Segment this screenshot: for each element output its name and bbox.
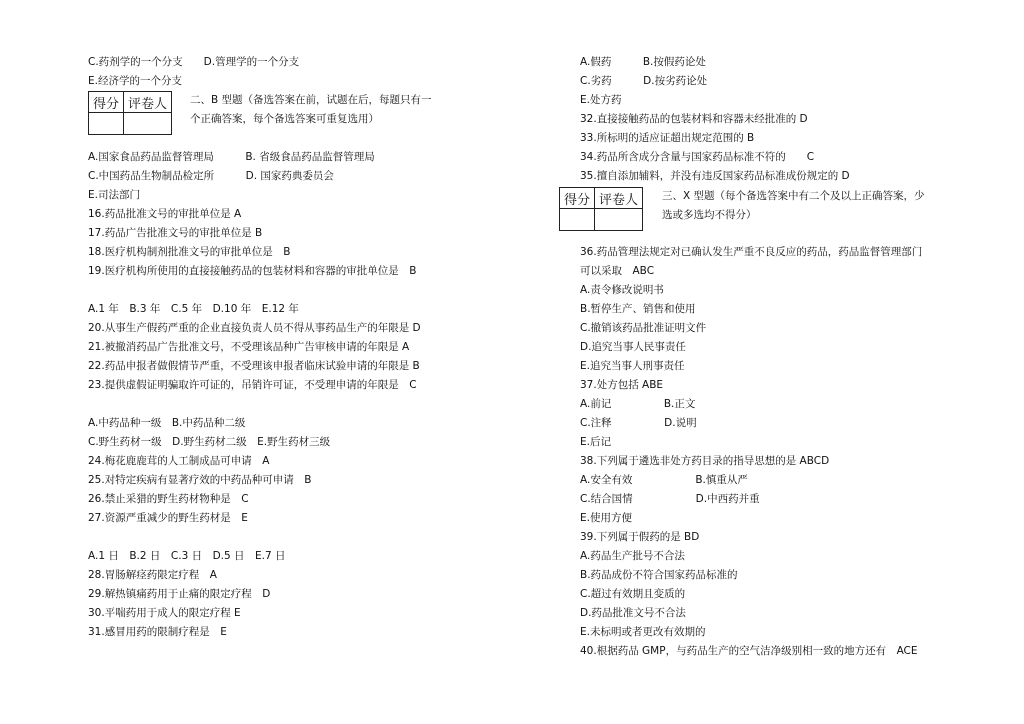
question-line: 24.梅花鹿鹿茸的人工制成品可申请 A	[88, 455, 270, 467]
option-line: A.假药 B.按假药论处	[580, 56, 706, 68]
section-heading-cont: 选或多选均不得分）	[662, 209, 757, 221]
grade-box	[88, 91, 172, 135]
question-line: 35.擅自添加辅料，并没有违反国家药品标准成份规定的 D	[580, 170, 850, 182]
option-line: E.经济学的一个分支	[88, 75, 182, 87]
question-line: 32.直接接触药品的包装材料和容器未经批准的 D	[580, 113, 808, 125]
grade-box	[559, 187, 643, 231]
option-line: D.追究当事人民事责任	[580, 341, 686, 353]
question-line: 37.处方包括 ABE	[580, 379, 664, 391]
question-line: 17.药品广告批准文号的审批单位是 B	[88, 227, 263, 239]
section-heading: 二、B 型题（备选答案在前，试题在后，每题只有一	[190, 94, 432, 106]
question-line: 23.提供虚假证明骗取许可证的，吊销许可证，不受理申请的年限是 C	[88, 379, 417, 391]
question-line: 28.胃肠解痉药限定疗程 A	[88, 569, 217, 581]
question-line: 30.平喘药用于成人的限定疗程 E	[88, 607, 241, 619]
option-line: E.后记	[580, 436, 611, 448]
question-line: 27.资源严重减少的野生药材是 E	[88, 512, 248, 524]
question-line-cont: 可以采取 ABC	[580, 265, 655, 277]
option-line: A.1 年 B.3 年 C.5 年 D.10 年 E.12 年	[88, 303, 299, 315]
score-label: 得分	[560, 188, 595, 209]
question-line: 33.所标明的适应证超出规定范围的 B	[580, 132, 755, 144]
option-line: E.处方药	[580, 94, 622, 106]
grader-cell	[124, 113, 172, 135]
question-line: 25.对特定疾病有显著疗效的中药品种可申请 B	[88, 474, 312, 486]
question-line: 19.医疗机构所使用的直接接触药品的包装材料和容器的审批单位是 B	[88, 265, 417, 277]
option-line: A.国家食品药品监督管理局 B. 省级食品药品监督管理局	[88, 151, 375, 163]
option-line: A.安全有效 B.慎重从严	[580, 474, 748, 486]
option-line: C.超过有效期且变质的	[580, 588, 686, 600]
option-line: C.中国药品生物制品检定所 D. 国家药典委员会	[88, 170, 334, 182]
question-line: 26.禁止采猎的野生药材物种是 C	[88, 493, 249, 505]
option-line: A.药品生产批号不合法	[580, 550, 685, 562]
question-line: 18.医疗机构制剂批准文号的审批单位是 B	[88, 246, 291, 258]
option-line: E.使用方便	[580, 512, 632, 524]
question-line: 38.下列属于遴选非处方药目录的指导思想的是 ABCD	[580, 455, 830, 467]
grader-label: 评卷人	[595, 188, 643, 209]
section-heading-cont: 个正确答案，每个备选答案可重复选用）	[190, 113, 379, 125]
option-line: C.野生药材一级 D.野生药材二级 E.野生药材三级	[88, 436, 331, 448]
score-cell	[560, 209, 595, 231]
question-line: 31.感冒用药的限制疗程是 E	[88, 626, 227, 638]
option-line: B.暂停生产、销售和使用	[580, 303, 696, 315]
option-line: C.劣药 D.按劣药论处	[580, 75, 708, 87]
option-line: A.前记 B.正文	[580, 398, 696, 410]
question-line: 22.药品申报者做假情节严重，不受理该申报者临床试验申请的年限是 B	[88, 360, 420, 372]
option-line: E.追究当事人刑事责任	[580, 360, 685, 372]
option-line: A.责令修改说明书	[580, 284, 664, 296]
question-line: 34.药品所含成分含量与国家药品标准不符的 C	[580, 151, 815, 163]
option-line: A.1 日 B.2 日 C.3 日 D.5 日 E.7 日	[88, 550, 286, 562]
question-line: 21.被撤消药品广告批准文号，不受理该品种广告审核申请的年限是 A	[88, 341, 410, 353]
question-line: 29.解热镇痛药用于止痛的限定疗程 D	[88, 588, 271, 600]
grader-label: 评卷人	[124, 92, 172, 113]
question-line: 36.药品管理法规定对已确认发生严重不良反应的药品，药品监督管理部门	[580, 246, 923, 258]
option-line: E.司法部门	[88, 189, 140, 201]
option-line: B.药品成份不符合国家药品标准的	[580, 569, 738, 581]
option-line: D.药品批准文号不合法	[580, 607, 686, 619]
option-line: C.注释 D.说明	[580, 417, 697, 429]
question-line: 20.从事生产假药严重的企业直接负责人员不得从事药品生产的年限是 D	[88, 322, 421, 334]
option-line: A.中药品种一级 B.中药品种二级	[88, 417, 246, 429]
grader-cell	[595, 209, 643, 231]
question-line: 39.下列属于假药的是 BD	[580, 531, 700, 543]
option-line: E.未标明或者更改有效期的	[580, 626, 706, 638]
question-line: 40.根据药品 GMP，与药品生产的空气洁净级别相一致的地方还有 ACE	[580, 645, 918, 657]
score-label: 得分	[89, 92, 124, 113]
section-heading: 三、X 型题（每个备选答案中有二个及以上正确答案，少	[662, 190, 925, 202]
score-cell	[89, 113, 124, 135]
option-line: C.药剂学的一个分支 D.管理学的一个分支	[88, 56, 300, 68]
question-line: 16.药品批准文号的审批单位是 A	[88, 208, 242, 220]
option-line: C.结合国情 D.中西药并重	[580, 493, 760, 505]
option-line: C.撤销该药品批准证明文件	[580, 322, 707, 334]
